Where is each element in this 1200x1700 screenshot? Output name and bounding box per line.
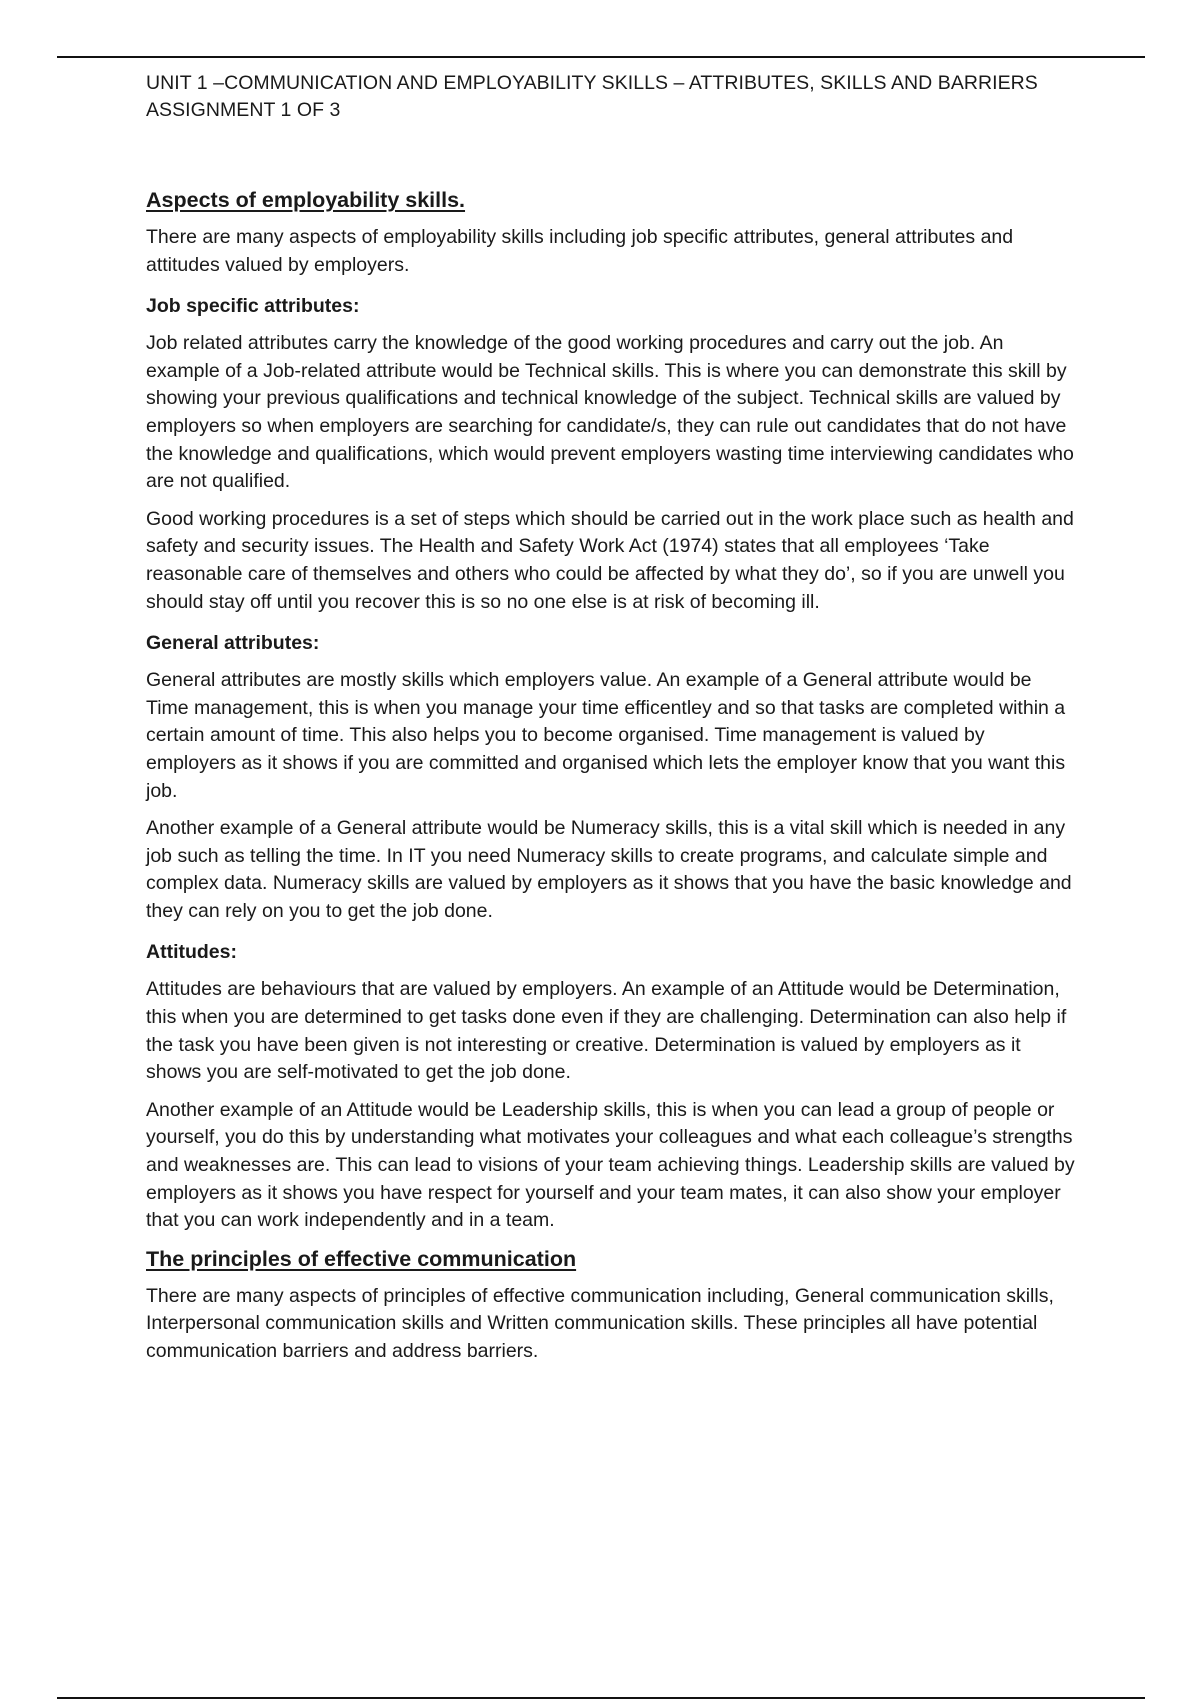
job-specific-paragraph-2: Good working procedures is a set of steps which should be carried out in the work place such as health and safety and security issues. The Health and Safety Work Act (1974) states that all employees ‘Take reasonable care of themselves and others who could be affected by what they do’, so if you are unwell you should stay off until you recover this is so no one else is at risk of becoming ill. (146, 507, 1074, 613)
section-heading-aspects: Aspects of employability skills. (146, 188, 466, 212)
section-heading-principles: The principles of effective communication (146, 1246, 577, 1271)
document-body (146, 70, 1076, 1366)
general-attributes-paragraph-1: General attributes are mostly skills which employers value. An example of a General attribute would be Time management, this is when you manage your time efficentley and so that tasks are completed within a certain amount of time. This also helps you to become organised. Time management is valued by employers as it shows if you are committed and organised which lets the employer know that you want this job. (146, 669, 1066, 802)
aspects-intro-paragraph: There are many aspects of employability skills including job specific attributes, general attributes and attitudes valued by employers. (146, 226, 1014, 276)
general-attributes-paragraph-2: Another example of a General attribute would be Numeracy skills, this is a vital skill which is needed in any job such as telling the time. In IT you need Numeracy skills to create programs, and calculate simple and complex data. Numeracy skills are valued by employers as it shows that you have the basic knowledge and they can rely on you to get the job done. (146, 817, 1072, 922)
top-rule (57, 56, 1145, 58)
document-header-title: UNIT 1 –COMMUNICATION AND EMPLOYABILITY SKILLS – ATTRIBUTES, SKILLS AND BARRIERS ASSIGNMENT 1 OF 3 (146, 72, 1038, 121)
subheading-job-specific: Job specific attributes: (146, 295, 360, 318)
bottom-rule (57, 1697, 1145, 1699)
subheading-general-attributes: General attributes: (146, 632, 320, 655)
subheading-attitudes: Attitudes: (146, 941, 237, 964)
attitudes-paragraph-1: Attitudes are behaviours that are valued by employers. An example of an Attitude would be Determination, this when you are determined to get tasks done even if they are challenging. Determination can also help if the task you have been given is not interesting or creative. Determination is valued by employers as it shows you are self-motivated to get the job done. (146, 978, 1067, 1084)
principles-intro-paragraph: There are many aspects of principles of effective communication including, General communication skills, Interpersonal communication skills and Written communication skills. These principles all have potential communication barriers and address barriers. (146, 1284, 1054, 1362)
attitudes-paragraph-2: Another example of an Attitude would be Leadership skills, this is when you can lead a group of people or yourself, you do this by understanding what motivates your colleagues and what each colleague’s strengths and weaknesses are. This can lead to visions of your team achieving things. Leadership skills are valued by employers as it shows you have respect for yourself and your team mates, it can also show your employer that you can work independently and in a team. (146, 1098, 1075, 1232)
job-specific-paragraph-1: Job related attributes carry the knowledge of the good working procedures and carry out the job. An example of a Job-related attribute would be Technical skills. This is where you can demonstrate this skill by showing your previous qualifications and technical knowledge of the subject. Technical skills are valued by employers so when employers are searching for candidate/s, they can rule out candidates that do not have the knowledge and qualifications, which would prevent employers wasting time interviewing candidates who are not qualified. (146, 332, 1074, 493)
